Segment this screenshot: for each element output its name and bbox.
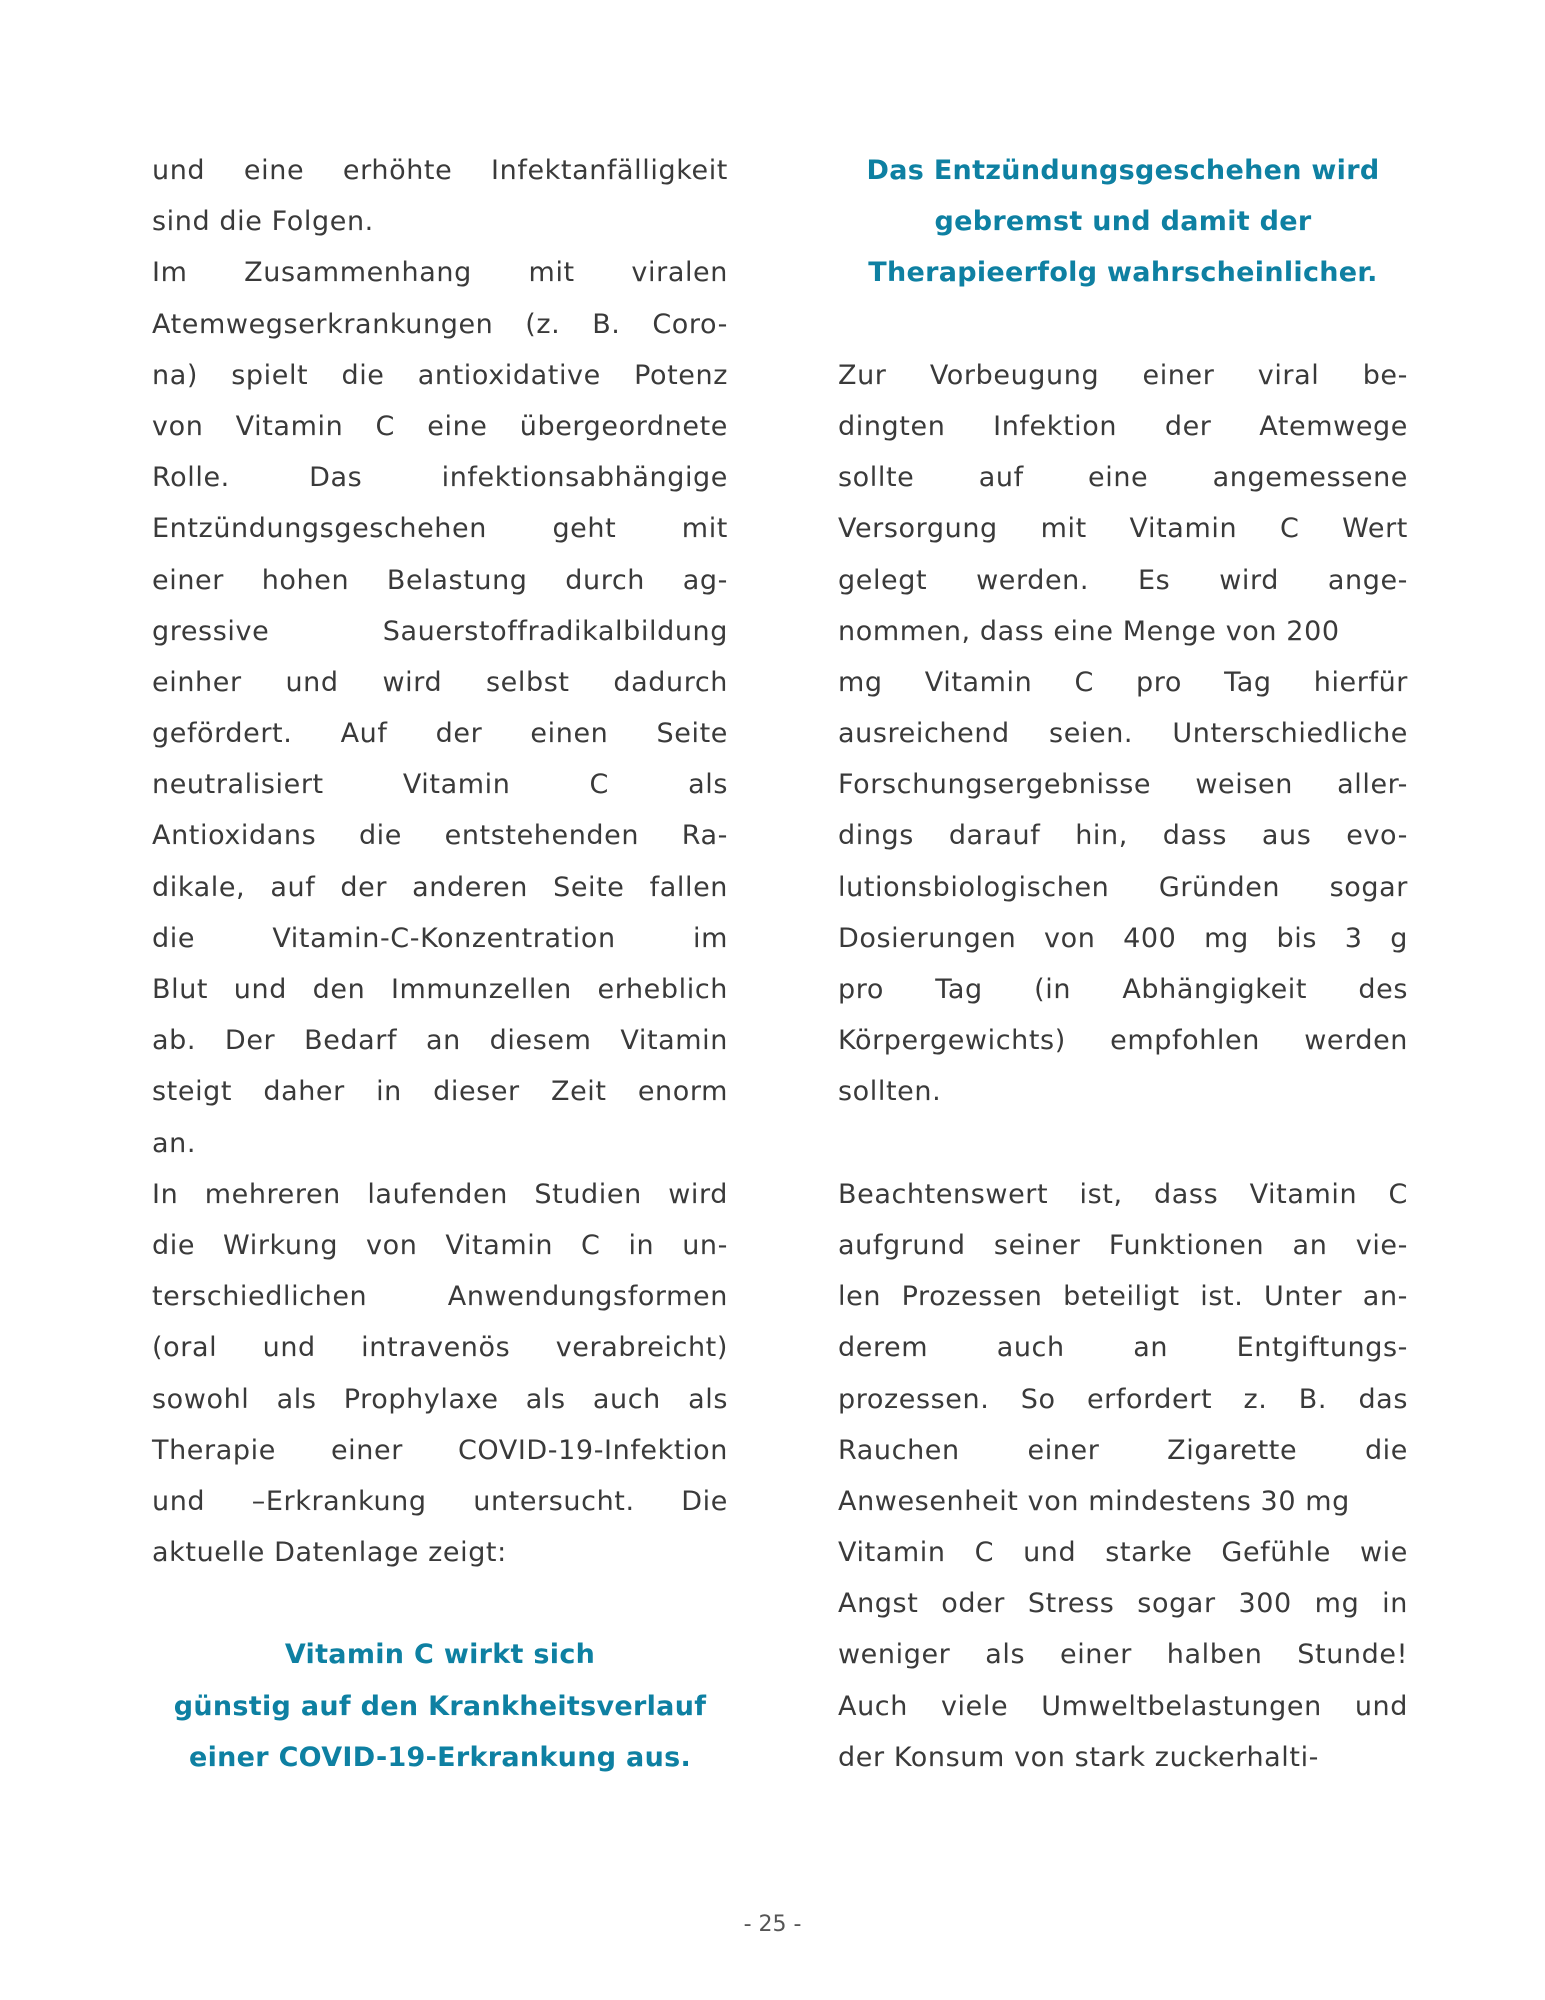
text-line: Antioxidans die entstehenden Ra- <box>152 820 728 852</box>
text-line: die Vitamin-C-Konzentration im <box>152 922 728 954</box>
text-line: von Vitamin C eine übergeordnete <box>152 410 728 442</box>
text-line: Angst oder Stress sogar 300 mg in <box>838 1588 1408 1620</box>
highlight-line: Vitamin C wirkt sich <box>284 1639 596 1671</box>
text-line: dings darauf hin, dass aus evo- <box>838 820 1408 852</box>
text-line: prozessen. So erfordert z. B. das <box>838 1383 1408 1415</box>
text-line: Anwesenheit von mindestens 30 mg <box>838 1485 1350 1517</box>
text-line: sind die Folgen. <box>152 206 374 238</box>
text-line: gelegt werden. Es wird ange- <box>838 564 1408 596</box>
text-line: neutralisiert Vitamin C als <box>152 769 728 801</box>
paragraph <box>152 145 728 247</box>
paragraph <box>152 247 728 1168</box>
highlight-line: einer COVID-19-Erkrankung aus. <box>188 1741 692 1773</box>
highlight-line: Therapieerfolg wahrscheinlicher. <box>868 257 1378 289</box>
text-line: und –Erkrankung untersucht. Die <box>152 1485 728 1517</box>
text-line: ausreichend seien. Unterschiedliche <box>838 718 1408 750</box>
text-line: Beachtenswert ist, dass Vitamin C <box>838 1178 1408 1210</box>
text-line: Versorgung mit Vitamin C Wert <box>838 513 1408 545</box>
spacer <box>838 1118 1408 1169</box>
text-line: die Wirkung von Vitamin C in un- <box>152 1229 728 1261</box>
text-line: terschiedlichen Anwendungsformen <box>152 1281 728 1313</box>
right-column <box>838 145 1408 1783</box>
text-line: der Konsum von stark zuckerhalti- <box>838 1741 1320 1773</box>
text-line: Rolle. Das infektionsabhängige <box>152 462 728 494</box>
text-line: Therapie einer COVID-19-Infektion <box>152 1434 728 1466</box>
paragraph <box>838 1169 1408 1783</box>
text-line: Dosierungen von 400 mg bis 3 g <box>838 922 1408 954</box>
text-line: an. <box>152 1127 197 1159</box>
text-line: na) spielt die antioxidative Potenz <box>152 359 728 391</box>
page-number: - 25 - <box>743 1912 802 1937</box>
highlight-line: gebremst und damit der <box>934 206 1312 238</box>
text-line: weniger als einer halben Stunde! <box>838 1639 1408 1671</box>
paragraph <box>838 350 1408 1118</box>
text-line: gefördert. Auf der einen Seite <box>152 718 728 750</box>
text-line: aktuelle Datenlage zeigt: <box>152 1537 507 1569</box>
highlight-line: günstig auf den Krankheitsverlauf <box>173 1690 707 1722</box>
text-line: einer hohen Belastung durch ag- <box>152 564 728 596</box>
text-line: derem auch an Entgiftungs- <box>838 1332 1408 1364</box>
text-line: ab. Der Bedarf an diesem Vitamin <box>152 1025 728 1057</box>
text-line: sollte auf eine angemessene <box>838 462 1408 494</box>
highlight-callout <box>838 145 1408 299</box>
text-line: sowohl als Prophylaxe als auch als <box>152 1383 728 1415</box>
paragraph <box>152 1169 728 1579</box>
text-line: Vitamin C und starke Gefühle wie <box>838 1537 1408 1569</box>
text-line: mg Vitamin C pro Tag hierfür <box>838 666 1408 698</box>
text-line: nommen, dass eine Menge von 200 <box>838 615 1340 647</box>
text-line: sollten. <box>838 1076 942 1108</box>
text-line: len Prozessen beteiligt ist. Unter an- <box>838 1281 1408 1313</box>
text-line: Atemwegserkrankungen (z. B. Coro- <box>152 308 728 340</box>
text-line: Zur Vorbeugung einer viral be- <box>838 359 1408 391</box>
spacer <box>838 299 1408 350</box>
left-column <box>152 145 728 1783</box>
text-line: Forschungsergebnisse weisen aller- <box>838 769 1408 801</box>
text-line: steigt daher in dieser Zeit enorm <box>152 1076 728 1108</box>
text-line: Rauchen einer Zigarette die <box>838 1434 1408 1466</box>
text-line: dingten Infektion der Atemwege <box>838 410 1408 442</box>
text-line: Blut und den Immunzellen erheblich <box>152 974 728 1005</box>
spacer <box>152 1578 728 1629</box>
text-line: (oral und intravenös verabreicht) <box>152 1332 728 1364</box>
text-line: lutionsbiologischen Gründen sogar <box>838 871 1408 903</box>
highlight-line: Das Entzündungsgeschehen wird <box>866 155 1380 186</box>
text-line: und eine erhöhte Infektanfälligkeit <box>152 155 728 186</box>
highlight-callout <box>152 1629 728 1783</box>
text-line: Entzündungsgeschehen geht mit <box>152 513 728 545</box>
text-line: gressive Sauerstoffradikalbildung <box>152 615 728 647</box>
text-line: dikale, auf der anderen Seite fallen <box>152 871 728 903</box>
text-line: Körpergewichts) empfohlen werden <box>838 1025 1408 1057</box>
text-line: Auch viele Umweltbelastungen und <box>838 1690 1408 1722</box>
text-line: Im Zusammenhang mit viralen <box>152 257 728 289</box>
text-line: pro Tag (in Abhängigkeit des <box>838 974 1408 1005</box>
text-line: aufgrund seiner Funktionen an vie- <box>838 1229 1408 1261</box>
text-line: einher und wird selbst dadurch <box>152 666 728 698</box>
text-line: In mehreren laufenden Studien wird <box>152 1178 728 1210</box>
